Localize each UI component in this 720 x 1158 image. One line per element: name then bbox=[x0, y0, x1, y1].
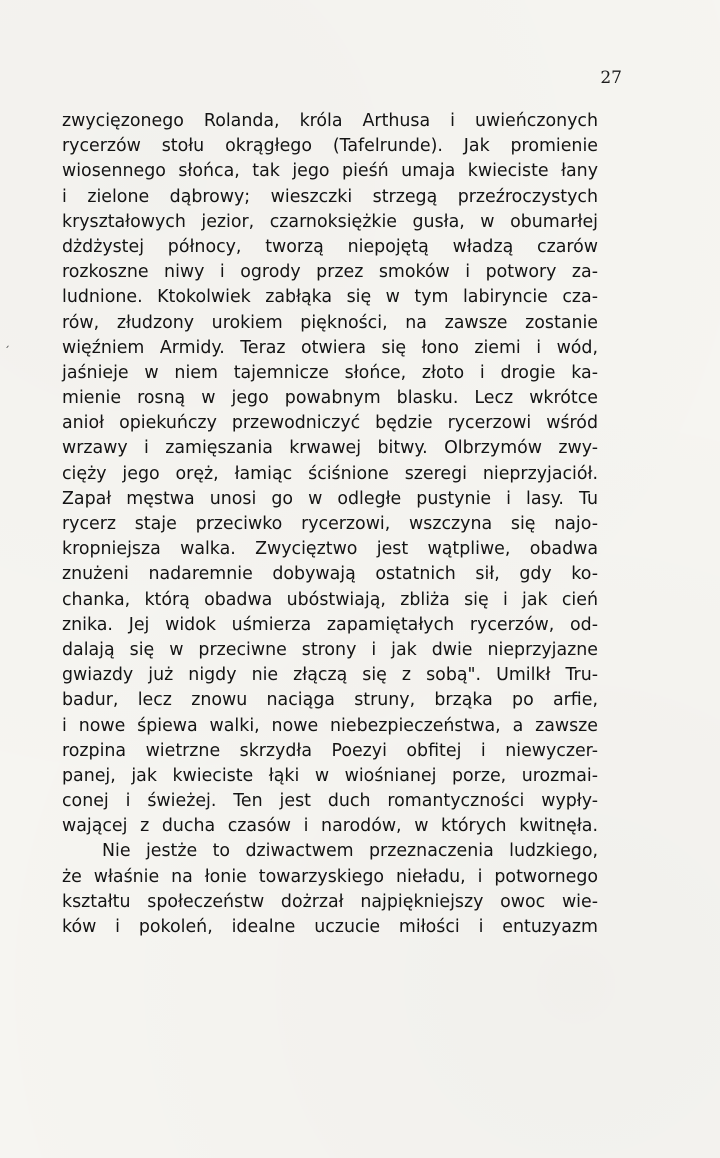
text-line: wiosennego słońca, tak jego pieśń umaja kwieciste łany bbox=[62, 161, 598, 182]
text-line: chanka, którą obadwa ubóstwiają, zbliża się i jak cień bbox=[62, 589, 598, 610]
text-line: badur, lecz znowu naciąga struny, brząka po arfie, bbox=[62, 690, 598, 711]
text-line: znużeni nadaremnie dobywają ostatnich sił, gdy ko- bbox=[62, 564, 598, 585]
text-line: znika. Jej widok uśmierza zapamiętałych rycerzów, od- bbox=[62, 614, 598, 635]
text-line: i zielone dąbrowy; wieszczki strzegą przeźroczystych bbox=[62, 186, 598, 207]
text-line: cięży jego oręż, łamiąc ściśnione szeregi nieprzyjaciół. bbox=[62, 463, 598, 484]
text-line: zwycięzonego Rolanda, króla Arthusa i uwieńczonych bbox=[62, 111, 598, 131]
text-line: Nie jestże to dziwactwem przeznaczenia ludzkiego, bbox=[102, 841, 598, 862]
margin-mark: ˏ bbox=[4, 334, 10, 348]
text-line: rozpina wietrzne skrzydła Poezyi obfitej i niewyczer- bbox=[62, 740, 598, 761]
text-line: mienie rosną w jego powabnym blasku. Lecz wkrótce bbox=[62, 388, 598, 409]
text-line: więźniem Armidy. Teraz otwiera się łono ziemi i wód, bbox=[62, 337, 598, 358]
text-line: i nowe śpiewa walki, nowe niebezpieczeństwa, a zawsze bbox=[62, 715, 598, 736]
text-line: wającej z ducha czasów i narodów, w których kwitnęła. bbox=[62, 816, 598, 837]
text-line: rozkoszne niwy i ogrody przez smoków i potwory za- bbox=[62, 262, 598, 283]
text-line: dalają się w przeciwne strony i jak dwie nieprzyjazne bbox=[62, 639, 598, 660]
text-line: rycerz staje przeciwko rycerzowi, wszczyna się najo- bbox=[62, 514, 598, 534]
text-line: dżdżystej północy, tworzą niepojętą władzą czarów bbox=[62, 236, 598, 257]
text-line: rycerzów stołu okrągłego (Tafelrunde). Jak promienie bbox=[62, 136, 598, 157]
text-line: gwiazdy już nigdy nie złączą się z sobą". Umilkł Tru- bbox=[62, 665, 598, 686]
text-line: ków i pokoleń, idealne uczucie miłości i entuzyazm bbox=[62, 917, 598, 937]
page-number: 27 bbox=[600, 68, 622, 88]
text-line: panej, jak kwieciste łąki w wiośnianej porze, urozmai- bbox=[62, 765, 598, 786]
body-text bbox=[62, 109, 598, 940]
text-line: rów, złudzony urokiem piękności, na zawsze zostanie bbox=[62, 312, 598, 333]
text-line: anioł opiekuńczy przewodniczyć będzie rycerzowi wśród bbox=[62, 413, 598, 434]
text-line: jaśnieje w niem tajemnicze słońce, złoto i drogie ka- bbox=[62, 362, 598, 383]
text-line: Zapał męstwa unosi go w odległe pustynie i lasy. Tu bbox=[62, 488, 598, 509]
text-line: wrzawy i zamięszania krwawej bitwy. Olbrzymów zwy- bbox=[62, 438, 598, 459]
text-line: że właśnie na łonie towarzyskiego nieładu, i potwornego bbox=[62, 866, 598, 887]
text-line: kształtu społeczeństw dożrzał najpiękniejszy owoc wie- bbox=[62, 891, 598, 912]
text-line: conej i świeżej. Ten jest duch romantyczności wypły- bbox=[62, 791, 598, 812]
text-line: ludnione. Ktokolwiek zabłąka się w tym labiryncie cza- bbox=[62, 287, 598, 308]
text-line: kropniejsza walka. Zwycięztwo jest wątpliwe, obadwa bbox=[62, 539, 598, 560]
text-line: kryształowych jezior, czarnoksiężkie gusła, w obumarłej bbox=[62, 211, 598, 232]
